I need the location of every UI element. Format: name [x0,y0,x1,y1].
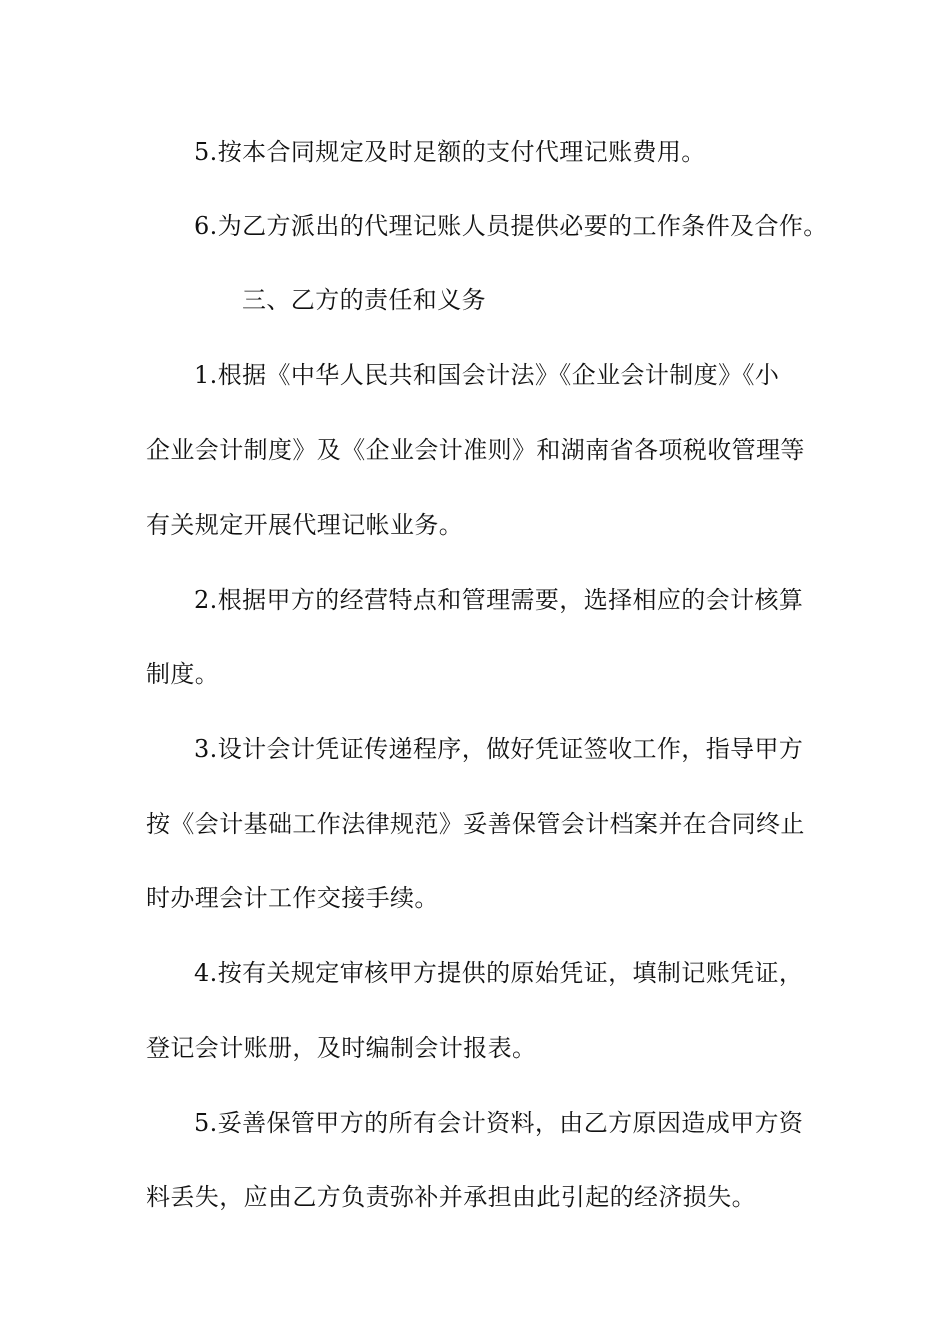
paragraph-line: 1.根据《中华人民共和国会计法》《企业会计制度》《小 [194,361,780,389]
paragraph-line: 3.设计会计凭证传递程序，做好凭证签收工作，指导甲方 [194,735,804,763]
section-heading: 三、乙方的责任和义务 [242,286,486,314]
paragraph-line: 时办理会计工作交接手续。 [146,884,439,912]
paragraph-line: 制度。 [146,660,220,688]
paragraph-line: 5.妥善保管甲方的所有会计资料，由乙方原因造成甲方资 [194,1109,804,1137]
paragraph-line: 料丢失，应由乙方负责弥补并承担由此引起的经济损失。 [146,1183,756,1211]
paragraph-line: 6.为乙方派出的代理记账人员提供必要的工作条件及合作。 [194,212,828,240]
paragraph-line: 有关规定开展代理记帐业务。 [146,511,464,539]
paragraph-line: 2.根据甲方的经营特点和管理需要，选择相应的会计核算 [194,586,804,614]
paragraph-line: 登记会计账册，及时编制会计报表。 [146,1034,537,1062]
paragraph-line: 4.按有关规定审核甲方提供的原始凭证，填制记账凭证， [194,959,804,987]
paragraph-line: 5.按本合同规定及时足额的支付代理记账费用。 [194,138,706,166]
paragraph-line: 按《会计基础工作法律规范》妥善保管会计档案并在合同终止 [146,810,805,838]
paragraph-line: 企业会计制度》及《企业会计准则》和湖南省各项税收管理等 [146,436,805,464]
